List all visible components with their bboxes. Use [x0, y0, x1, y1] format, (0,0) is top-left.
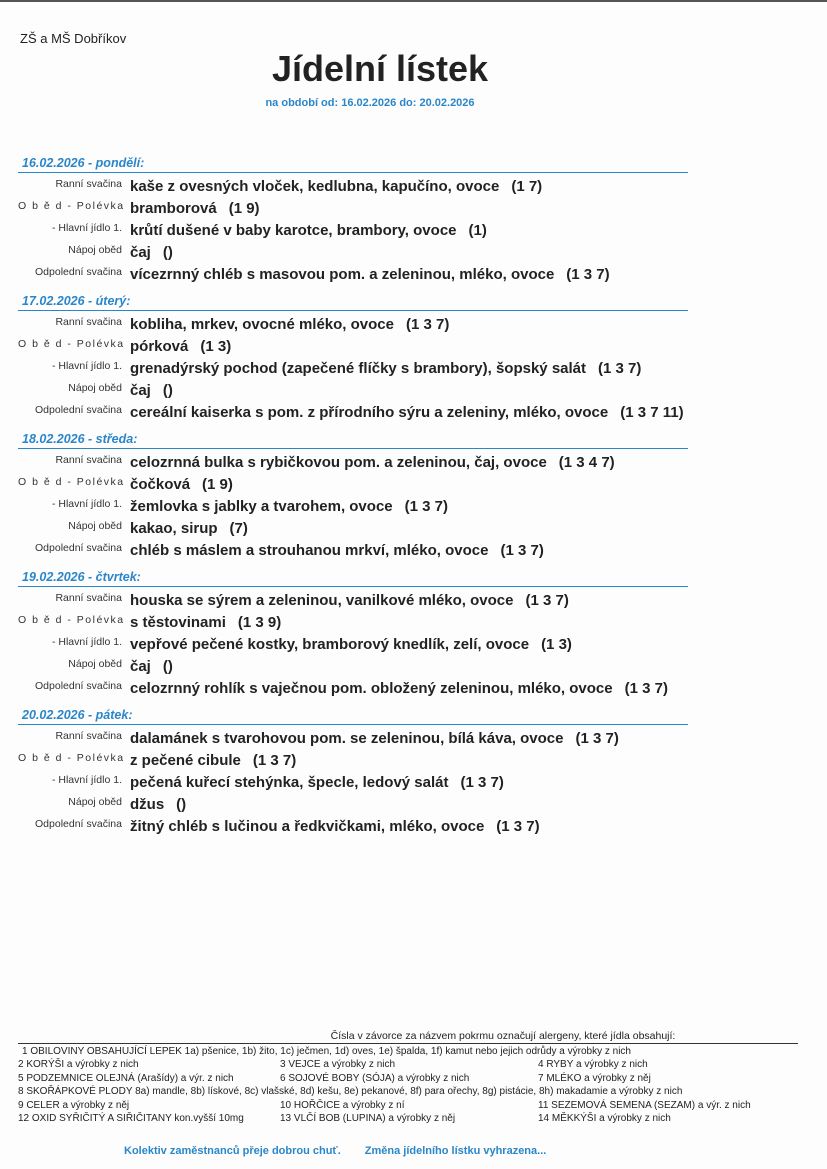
- allergen-item: 4 RYBY a výrobky z nich: [538, 1059, 648, 1070]
- allergen-item: 5 PODZEMNICE OLEJNÁ (Arašídy) a výr. z nich: [18, 1072, 234, 1084]
- day-heading: 16.02.2026 - pondělí:: [18, 156, 688, 173]
- meal-label: O b ě d - Polévka: [18, 614, 125, 626]
- meal-label: Odpolední svačina: [35, 542, 122, 554]
- meal-dish: z pečené cibule: [130, 752, 241, 769]
- meal-label: Ranní svačina: [55, 592, 122, 604]
- meal-label: Ranní svačina: [55, 316, 122, 328]
- meal-allergens: (1 3 9): [237, 614, 282, 631]
- day-heading: 18.02.2026 - středa:: [18, 432, 688, 449]
- meal-label: Ranní svačina: [55, 454, 122, 466]
- meal-allergens: (1 3 7): [406, 316, 450, 333]
- meal-row: [18, 471, 808, 493]
- meal-allergens: (1 9): [228, 200, 260, 217]
- meal-allergens: (1 3 4 7): [558, 454, 615, 471]
- meal-label: - Hlavní jídlo 1.: [51, 360, 122, 372]
- meal-label: - Hlavní jídlo 1.: [51, 774, 122, 786]
- meal-row: [18, 631, 808, 653]
- meal-allergens: (1 3 7): [496, 818, 540, 835]
- allergen-item: 10 HOŘČICE a výrobky z ní: [280, 1099, 405, 1111]
- day-section: [18, 294, 808, 421]
- meal-label: Ranní svačina: [55, 178, 122, 190]
- meal-dish: čaj: [130, 382, 151, 399]
- closing-wish: Kolektiv zaměstnanců přeje dobrou chuť.: [124, 1145, 341, 1157]
- day-section: [18, 432, 808, 559]
- allergen-item: 1 OBILOVINY OBSAHUJÍCÍ LEPEK 1a) pšenice, 1b) žito, 1c) ječmen, 1d) oves, 1e) špalda, 1f) kamut nebo jejich odrůdy a výrobky z nich: [22, 1046, 631, 1057]
- meal-row: [18, 173, 808, 195]
- meal-label: Odpolední svačina: [35, 680, 122, 692]
- meal-row: [18, 675, 808, 697]
- meal-label: Nápoj oběd: [68, 520, 122, 532]
- meal-label: O b ě d - Polévka: [18, 338, 125, 350]
- meal-row: [18, 791, 808, 813]
- meal-dish: pečená kuřecí stehýnka, špecle, ledový salát: [130, 774, 449, 791]
- meal-dish: cereální kaiserka s pom. z přírodního sýru a zeleniny, mléko, ovoce: [130, 404, 609, 421]
- allergen-item: 9 CELER a výrobky z něj: [18, 1099, 130, 1111]
- meal-row: [18, 377, 808, 399]
- meal-allergens: (): [162, 244, 173, 261]
- meal-allergens: (1 3 7): [624, 680, 668, 697]
- allergen-item: 13 VLČÍ BOB (LUPINA) a výrobky z něj: [280, 1113, 456, 1125]
- meal-row: [18, 747, 808, 769]
- meal-dish: žemlovka s jablky a tvarohem, ovoce: [130, 498, 393, 515]
- meal-dish: čočková: [130, 476, 191, 493]
- allergen-item: 11 SEZEMOVÁ SEMENA (SEZAM) a výr. z nich: [538, 1099, 751, 1111]
- meal-allergens: (1 9): [202, 476, 233, 493]
- allergen-item: 8 SKOŘÁPKOVÉ PLODY 8a) mandle, 8b) lískové, 8c) vlašské, 8d) kešu, 8e) pekanové, 8f) para ořechy, 8g) pistácie, 8h) makadamie a výrobky z nich: [18, 1086, 683, 1098]
- meal-label: - Hlavní jídlo 1.: [51, 498, 122, 510]
- meal-allergens: (1 3 7): [575, 730, 619, 747]
- menu-period: na období od: 16.02.2026 do: 20.02.2026: [265, 97, 475, 109]
- day-section: [18, 156, 808, 283]
- meal-allergens: (1): [468, 222, 487, 239]
- meal-row: [18, 769, 808, 791]
- meal-row: [18, 609, 808, 631]
- meal-row: [18, 449, 808, 471]
- meal-label: Odpolední svačina: [35, 818, 122, 830]
- allergen-item: 14 MĚKKÝŠI a výrobky z nich: [538, 1113, 671, 1125]
- meal-dish: vepřové pečené kostky, bramborový knedlík, zelí, ovoce: [130, 636, 530, 653]
- allergen-legend: [18, 1030, 798, 1126]
- meal-allergens: (1 3): [200, 338, 232, 355]
- closing-note: Změna jídelního lístku vyhrazena...: [364, 1145, 547, 1157]
- meal-row: [18, 515, 808, 537]
- top-border: [0, 0, 827, 2]
- meal-row: [18, 333, 808, 355]
- day-heading: 20.02.2026 - pátek:: [18, 708, 688, 725]
- meal-dish: chléb s máslem a strouhanou mrkví, mléko, ovoce: [130, 542, 489, 559]
- meal-allergens: (1 3): [541, 636, 572, 653]
- meal-label: Ranní svačina: [55, 730, 122, 742]
- meal-row: [18, 493, 808, 515]
- meal-dish: bramborová: [130, 200, 217, 217]
- meal-dish: vícezrnný chléb s masovou pom. a zeleninou, mléko, ovoce: [130, 266, 555, 283]
- meal-dish: krůtí dušené v baby karotce, brambory, ovoce: [130, 222, 457, 239]
- meal-dish: džus: [130, 796, 165, 813]
- meal-allergens: (1 3 7): [252, 752, 297, 769]
- meal-dish: kaše z ovesných vloček, kedlubna, kapučíno, ovoce: [130, 178, 500, 195]
- meal-row: [18, 311, 808, 333]
- meal-label: Nápoj oběd: [68, 382, 122, 394]
- meal-dish: žitný chléb s lučinou a ředkvičkami, mléko, ovoce: [130, 818, 485, 835]
- meal-dish: čaj: [130, 658, 151, 675]
- day-heading: 17.02.2026 - úterý:: [18, 294, 688, 311]
- meal-row: [18, 653, 808, 675]
- menu-days: [18, 156, 808, 846]
- meal-label: - Hlavní jídlo 1.: [51, 222, 122, 234]
- meal-dish: houska se sýrem a zeleninou, vanilkové mléko, ovoce: [130, 592, 514, 609]
- meal-allergens: (): [176, 796, 187, 813]
- meal-allergens: (1 3 7): [460, 774, 504, 791]
- meal-allergens: (1 3 7 11): [620, 404, 684, 421]
- meal-dish: celozrnný rohlík s vaječnou pom. obložený zeleninou, mléko, ovoce: [130, 680, 613, 697]
- meal-label: - Hlavní jídlo 1.: [51, 636, 122, 648]
- meal-label: Nápoj oběd: [68, 244, 122, 256]
- meal-allergens: (7): [229, 520, 248, 537]
- meal-row: [18, 239, 808, 261]
- meal-allergens: (): [162, 382, 173, 399]
- meal-dish: celozrnná bulka s rybičkovou pom. a zeleninou, čaj, ovoce: [130, 454, 547, 471]
- meal-row: [18, 399, 808, 421]
- meal-row: [18, 587, 808, 609]
- meal-label: Odpolední svačina: [35, 266, 122, 278]
- allergen-item: 12 OXID SYŘIČITÝ A SIŘIČITANY kon.vyšší 10mg: [18, 1113, 244, 1125]
- day-heading: 19.02.2026 - čtvrtek:: [18, 570, 688, 587]
- allergen-item: 3 VEJCE a výrobky z nich: [280, 1059, 396, 1070]
- allergen-item: 6 SOJOVÉ BOBY (SÓJA) a výrobky z nich: [280, 1072, 470, 1084]
- school-name: ZŠ a MŠ Dobříkov: [20, 31, 127, 46]
- allergen-item: 7 MLÉKO a výrobky z něj: [538, 1072, 651, 1084]
- meal-dish: kobliha, mrkev, ovocné mléko, ovoce: [130, 316, 394, 333]
- meal-allergens: (1 3 7): [566, 266, 610, 283]
- meal-dish: pórková: [130, 338, 189, 355]
- meal-row: [18, 217, 808, 239]
- day-section: [18, 570, 808, 697]
- meal-dish: s těstovinami: [130, 614, 226, 631]
- meal-row: [18, 725, 808, 747]
- closing-line: [124, 1145, 546, 1157]
- meal-row: [18, 195, 808, 217]
- meal-label: Odpolední svačina: [35, 404, 122, 416]
- meal-allergens: (): [162, 658, 173, 675]
- allergen-item: 2 KORÝŠI a výrobky z nich: [18, 1059, 139, 1070]
- meal-allergens: (1 7): [511, 178, 543, 195]
- meal-allergens: (1 3 7): [500, 542, 544, 559]
- meal-dish: čaj: [130, 244, 151, 261]
- meal-allergens: (1 3 7): [525, 592, 569, 609]
- meal-label: Nápoj oběd: [68, 658, 122, 670]
- meal-label: Nápoj oběd: [68, 796, 122, 808]
- meal-label: O b ě d - Polévka: [18, 752, 125, 764]
- meal-label: O b ě d - Polévka: [18, 476, 125, 488]
- meal-row: [18, 813, 808, 835]
- meal-row: [18, 261, 808, 283]
- meal-dish: kakao, sirup: [130, 520, 218, 537]
- page-title: Jídelní lístek: [271, 48, 489, 89]
- meal-dish: dalamánek s tvarohovou pom. se zeleninou, bílá káva, ovoce: [130, 730, 564, 747]
- meal-allergens: (1 3 7): [404, 498, 448, 515]
- day-section: [18, 708, 808, 835]
- meal-row: [18, 355, 808, 377]
- meal-row: [18, 537, 808, 559]
- allergen-grid: [18, 1058, 798, 1126]
- meal-label: O b ě d - Polévka: [18, 200, 125, 212]
- allergen-legend-title: Čísla v závorce za názvem pokrmu označují alergeny, které jídla obsahují:: [18, 1030, 798, 1044]
- meal-allergens: (1 3 7): [598, 360, 642, 377]
- meal-dish: grenadýrský pochod (zapečené flíčky s brambory), šopský salát: [130, 360, 587, 377]
